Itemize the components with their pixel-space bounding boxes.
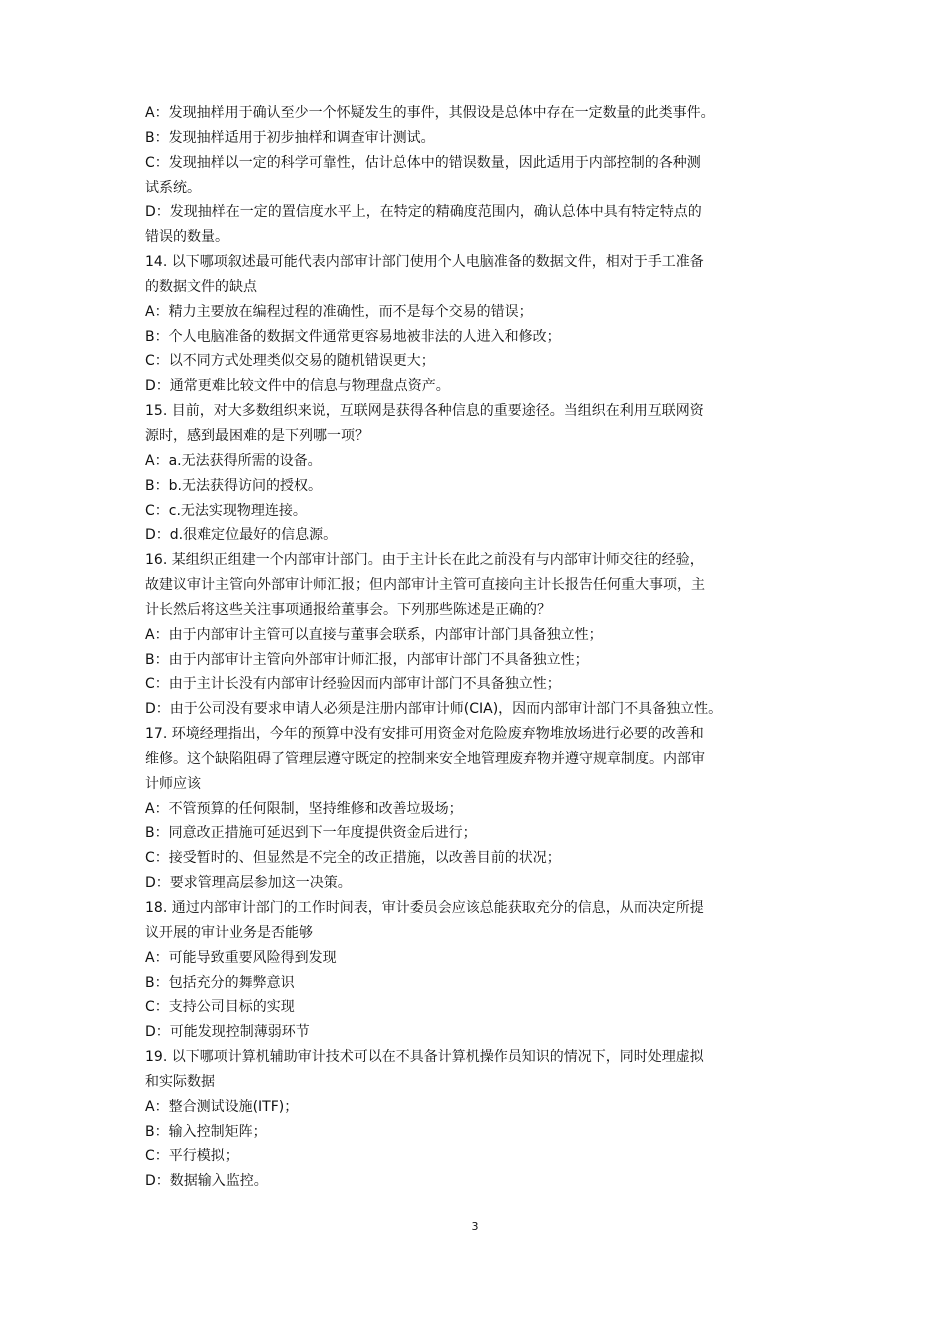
text-line: D：可能发现控制薄弱环节 (145, 1024, 310, 1041)
text-line: A：精力主要放在编程过程的准确性，而不是每个交易的错误； (145, 303, 533, 320)
document-body (145, 101, 813, 1194)
text-line: 18. 通过内部审计部门的工作时间表，审计委员会应该总能获取充分的信息，从而决定所提 (145, 900, 704, 916)
text-line: A：整合测试设施(ITF)； (145, 1098, 299, 1115)
text-line: A：由于内部审计主管可以直接与董事会联系，内部审计部门具备独立性； (145, 626, 603, 643)
text-line: 试系统。 (145, 179, 201, 196)
text-line: C：支持公司目标的实现 (145, 999, 295, 1016)
text-line: C：c.无法实现物理连接。 (145, 502, 307, 519)
text-line: 计师应该 (145, 775, 201, 792)
text-line: A：可能导致重要风险得到发现 (145, 949, 337, 966)
text-line: A：a.无法获得所需的设备。 (145, 452, 322, 469)
text-line: C：以不同方式处理类似交易的随机错误更大； (145, 353, 435, 370)
text-line: C：平行模拟； (145, 1148, 239, 1165)
text-line: B：由于内部审计主管向外部审计师汇报，内部审计部门不具备独立性； (145, 651, 589, 668)
text-line: C：发现抽样以一定的科学可靠性，估计总体中的错误数量，因此适用于内部控制的各种测 (145, 154, 701, 171)
text-line: B：b.无法获得访问的授权。 (145, 477, 322, 494)
text-line: 错误的数量。 (145, 229, 229, 246)
text-line: B：发现抽样适用于初步抽样和调查审计测试。 (145, 129, 435, 146)
text-line: A：不管预算的任何限制，坚持维修和改善垃圾场； (145, 800, 463, 817)
page-number: 3 (471, 1220, 479, 1233)
text-line: B：包括充分的舞弊意识 (145, 974, 295, 991)
text-line: B：输入控制矩阵； (145, 1123, 267, 1140)
text-line: D：发现抽样在一定的置信度水平上，在特定的精确度范围内，确认总体中具有特定特点的 (145, 204, 702, 221)
text-line: A：发现抽样用于确认至少一个怀疑发生的事件，其假设是总体中存在一定数量的此类事件。 (145, 105, 715, 121)
text-line: C：接受暂时的、但显然是不完全的改正措施，以改善目前的状况； (145, 850, 561, 867)
text-line: D：由于公司没有要求申请人必须是注册内部审计师(CIA)，因而内部审计部门不具备独立性。 (145, 701, 723, 718)
text-line: 16. 某组织正组建一个内部审计部门。由于主计长在此之前没有与内部审计师交往的经验， (145, 552, 704, 569)
text-line: D：d.很难定位最好的信息源。 (145, 527, 338, 544)
text-line: 的数据文件的缺点 (145, 278, 257, 295)
text-line: D：要求管理高层参加这一决策。 (145, 875, 352, 892)
text-line: 和实际数据 (145, 1073, 215, 1090)
text-line: 议开展的审计业务是否能够 (145, 924, 313, 941)
text-line: 计长然后将这些关注事项通报给董事会。下列那些陈述是正确的？ (145, 601, 551, 618)
text-line: C：由于主计长没有内部审计经验因而内部审计部门不具备独立性； (145, 676, 561, 693)
text-line: 故建议审计主管向外部审计师汇报；但内部审计主管可直接向主计长报告任何重大事项，主 (145, 577, 705, 594)
text-line: 17. 环境经理指出，今年的预算中没有安排可用资金对危险废弃物堆放场进行必要的改善和 (145, 726, 704, 743)
text-line: 源时，感到最困难的是下列哪一项？ (145, 427, 369, 444)
text-line: 维修。这个缺陷阻碍了管理层遵守既定的控制来安全地管理废弃物并遵守规章制度。内部审 (145, 750, 705, 767)
text-line: B：同意改正措施可延迟到下一年度提供资金后进行； (145, 825, 477, 842)
text-line: 15. 目前，对大多数组织来说，互联网是获得各种信息的重要途径。当组织在利用互联网资 (145, 403, 704, 420)
text-line: D：数据输入监控。 (145, 1173, 268, 1190)
text-line: 14. 以下哪项叙述最可能代表内部审计部门使用个人电脑准备的数据文件，相对于手工准备 (145, 254, 704, 271)
text-line: B：个人电脑准备的数据文件通常更容易地被非法的人进入和修改； (145, 328, 561, 345)
text-line: 19. 以下哪项计算机辅助审计技术可以在不具备计算机操作员知识的情况下，同时处理虚拟 (145, 1049, 704, 1066)
text-line: D：通常更难比较文件中的信息与物理盘点资产。 (145, 378, 450, 395)
